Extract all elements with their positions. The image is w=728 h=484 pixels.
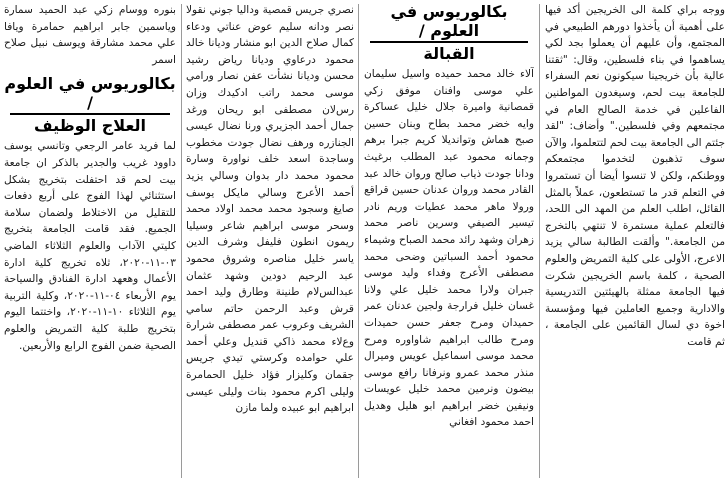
headline-midwifery-line-2: القبالة [370, 41, 528, 63]
column-4-text: لما فريد عامر الرجعي وتانسي يوسف داوود غريب والجدير بالذكر ان جامعة بيت لحم قد احتفلت بتخريج بشكل استثنائي لهذا الفوج على أربع دفعات للتقليل من الاختلاط ولضمان سلامة الجميع. فقد قامت الجامعة بتخريج كليتي الآداب والعلوم الثلاثاء الماضي ٠٣-١١-٢٠٢٠، ثلاه تخريج كلية ادارة الأعمال وهعهد ادارة الفنادق والسياحة يوم الأربعاء ٠٤-١١-٢٠٢٠، وكلية التربية يوم الثلاثاء ١٠-١١-٢٠٢٠، واختتما اليوم بتخريج طلبة كلية التمريض والعلوم الصحية ضمن الفوج الرابع والأربعين. [4, 140, 176, 352]
column-divider [358, 4, 359, 478]
headline-midwifery [364, 0, 534, 66]
column-1-text: ووجه براي كلمة الى الخريجين أكد فيها على أهمية أن يأخذوا دورهم الطبيعي في المجتمع، وأن عليهم أن يعملوا بجد لكي يساهموا في بناء فلسطين، وقال: "ثقتنا عالية بأن خريجينا سيكونون نعم السفراء للجامعة بيت لحم، وسيغدون المواطنين الفاعلين في خدمة الصالح العام في مجتمعهم وفي فلسطين." وأضاف: "لقد جئتم الى الجامعة بيت لحم لتتعلموا، والآن سوف تذهبون لتخدموا مجتمعكم ووطنكم، ولكن لا تنسوا أيضا أن تستمروا في التعلم قدر ما تستطعون، عملاً بالمثل القائل، اطلب العلم من المهد الى اللحد، فالتعلم عملية مستمرة لا تنتهي بالتخرج من الجامعة." وألقت الطالبة سالي يزيد الاعرج، الأولى على كلية التمريض والعلوم الصحية ، كلمة باسم الخريجين شكرت فيها الجامعة ممثلة بالهيئتين التدريسية والادارية وجميع العاملين فيها ومؤسسة اخوة دي لسال القائمين على الجامعة ، ثم قامت [545, 4, 725, 348]
article-column-1 [545, 2, 725, 484]
headline-ot-line-1: بكالوريوس في العلوم / [4, 74, 176, 113]
column-divider [181, 4, 182, 478]
column-2-text: آلاء خالد محمد حميده واسيل سليمان علي موسى وافنان موفق زكي قمصانية واميرة جلال خليل عساكرة وايه خضر محمد بطاح وبنان حسين صبح هماش وتوانديلا كريم جبرا برهم وجمانه محمود عبد المطلب برغيث ودانا جودت ذياب صالح وروان خالد عبد القادر محمد وروان عدنان حسين قراقع وروﻻ ماهر محمد عطيات وريم نادر تيسير الصيفي وسرين ناصر محمد زهران وشهد رائد محمد الصباح وشيماء محمود أحمد السباتين وضحى محمد مصطفى الأعرج وفداء وليد موسى جبران وﻻرا محمد خليل علي وﻻنا غسان خليل فرارجة ولجين عدنان عمر حميدان ومرح جعفر حسن حميدات ومرح طالب ابراهيم شاواوره ومرح محمد موسى اسماعيل عويس وميرال منذر محمد عمرو ونرفانا رافع موسى بيضون ونرمين محمد خليل عويسات ونيفين خضر ابراهيم ابو هليل وهديل احمد محمود افغاني [364, 68, 534, 429]
headline-occupational-therapy [4, 68, 176, 138]
column-divider [539, 4, 540, 478]
headline-ot-line-2: العلاج الوظيف [10, 113, 170, 135]
headline-midwifery-line-1: بكالوريوس في العلوم / [390, 2, 508, 40]
article-column-3 [186, 2, 354, 484]
article-column-2 [364, 0, 534, 482]
article-column-4 [4, 2, 176, 484]
column-4-top-text: بنوره ووسام زكي عبد الحميد سمارة وياسمين جابر ابراهيم حمامرة ويافا علي محمد مشارقة ويوسف نبيل صلاح اسمر [4, 4, 176, 66]
column-3-text: نصري جريس قمصية وداليا جوني نقوﻻ نصر ودانه سليم عوض عناتي ودعاء كمال صلاح الدين ابو منشار وديانا خالد محمود درعاوي وديانا رياض رشيد محسن وديانا نشأت عفن نصار ورامي موسى محمد راتب ادكيدك وزان رسﻻن مصطفى ابو ريحان ورغد جمال أحمد الجزيري ورنا نضال عيسى الجنازره ورهف نضال جودت مخطوب وساجدة اسعد خلف نواورة وسارة محمود محمد دار بدوان وسالي يزيد أحمد الأعرج وسالي مايكل يوسف صايغ وسجود محمد محمد اوﻻد محمد وسحر موسى ابراهيم شاعر وسيليا ريمون انطون فليفل وشرف الدين ياسر خليل مناصره وشروق محمود عبد الرحيم دودين وشهد عثمان عبدالسﻻم طنينة وطارق وليد احمد قرش وعبد الرحمن حاتم سامي الشريف وعروب عمر مصطفى شرارة وعﻻء محمد ذاكي قنديل وعلي أحمد علي حوامده وكرستي تيدي جريس جقمان وكليزار فؤاد خليل الحمامرة وليلى اكرم محمود بنات وليلى عيسى ابراهيم ابو عبيده ولما مازن [186, 4, 354, 415]
